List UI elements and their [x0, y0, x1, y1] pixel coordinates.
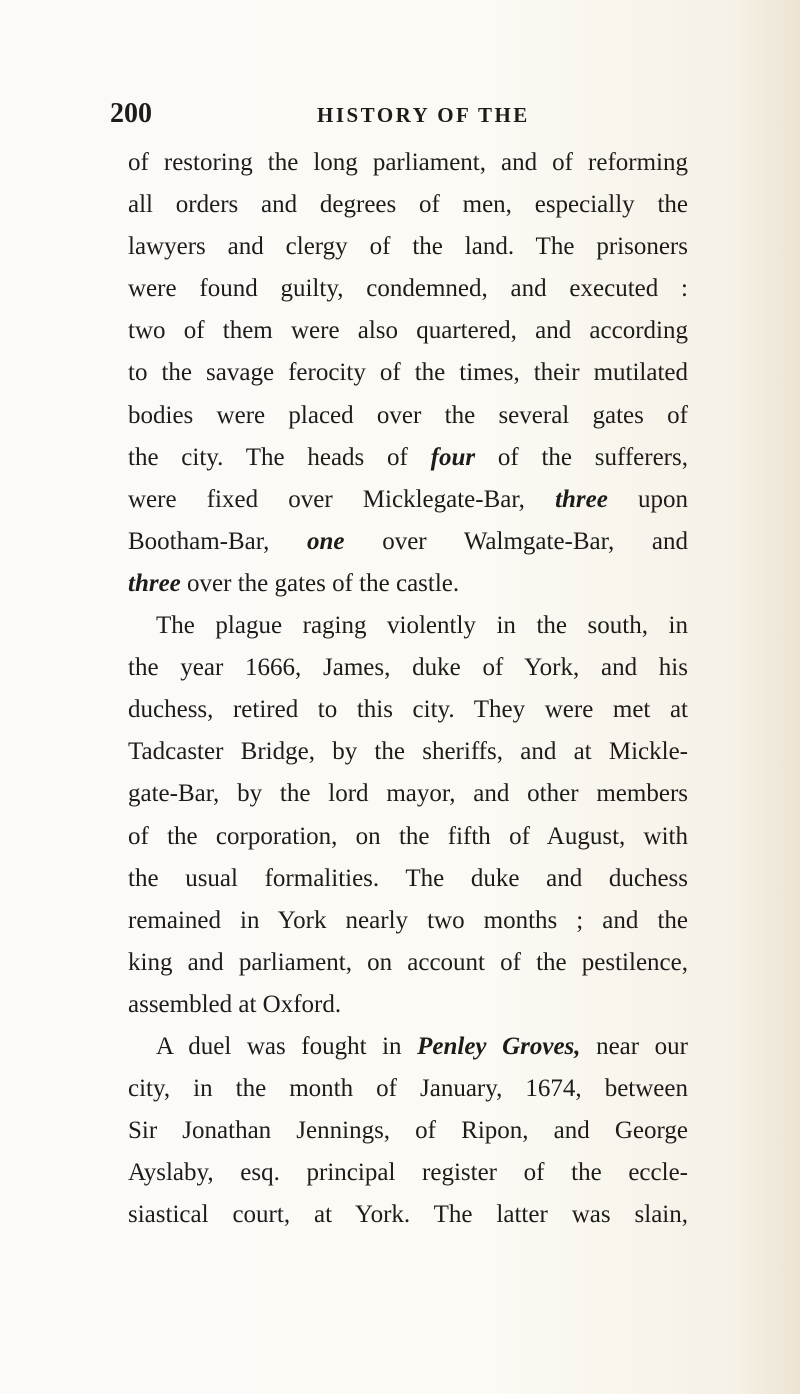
text-line: king and parliament, on account of the pestilence, — [128, 948, 688, 976]
page-number: 200 — [110, 98, 152, 129]
text-segment: of the sufferers, — [475, 443, 688, 471]
running-head: HISTORY OF THE — [317, 103, 530, 127]
text-line: assembled at Oxford. — [128, 990, 342, 1018]
text-segment: Bootham-Bar, — [128, 527, 308, 555]
text-line: two of them were also quartered, and according — [128, 317, 688, 345]
text-line — [128, 563, 688, 605]
text-segment: were fixed over Micklegate-Bar, — [128, 485, 556, 513]
text-line: duchess, retired to this city. They were met at — [128, 696, 688, 724]
text-line: of the corporation, on the fifth of August, with — [128, 822, 688, 850]
paragraph-start-line: The plague raging violently in the south, in — [156, 612, 688, 640]
text-line: lawyers and clergy of the land. The prisoners — [128, 233, 688, 261]
text-line — [128, 437, 688, 479]
text-line: bodies were placed over the several gates of — [128, 401, 688, 429]
text-segment: A duel was fought in — [156, 1032, 418, 1060]
italic-emphasis: three — [555, 485, 608, 513]
text-segment: over the gates of the castle. — [180, 569, 460, 597]
text-line — [128, 521, 688, 563]
text-line: siastical court, at York. The latter was slain, — [128, 1201, 688, 1229]
text-line: were found guilty, condemned, and executed : — [128, 275, 688, 303]
text-segment: over Walmgate-Bar, and — [344, 527, 688, 555]
text-line: gate-Bar, by the lord mayor, and other members — [128, 780, 688, 808]
text-line: city, in the month of January, 1674, between — [128, 1075, 688, 1103]
text-line: to the savage ferocity of the times, their mutilated — [128, 359, 688, 387]
italic-emphasis: three — [128, 569, 181, 597]
paragraph-start-line — [128, 1026, 688, 1068]
text-segment: near our — [580, 1032, 688, 1060]
text-line — [128, 479, 688, 521]
body-text — [128, 142, 688, 1236]
text-line: Ayslaby, esq. principal register of the eccle- — [128, 1159, 688, 1187]
italic-emphasis: Penley Groves, — [417, 1032, 581, 1060]
italic-emphasis: one — [307, 527, 345, 555]
text-segment: the city. The heads of — [128, 443, 431, 471]
page-header — [110, 98, 690, 138]
italic-emphasis: four — [430, 443, 476, 471]
text-line: Tadcaster Bridge, by the sheriffs, and at Mickle- — [128, 738, 688, 766]
text-segment: upon — [607, 485, 689, 513]
text-line: the year 1666, James, duke of York, and his — [128, 654, 688, 682]
text-line: Sir Jonathan Jennings, of Ripon, and George — [128, 1117, 688, 1145]
text-line: all orders and degrees of men, especially the — [128, 191, 688, 219]
text-line: remained in York nearly two months ; and the — [128, 906, 688, 934]
text-line: of restoring the long parliament, and of reforming — [128, 149, 688, 176]
text-line: the usual formalities. The duke and duchess — [128, 864, 688, 892]
